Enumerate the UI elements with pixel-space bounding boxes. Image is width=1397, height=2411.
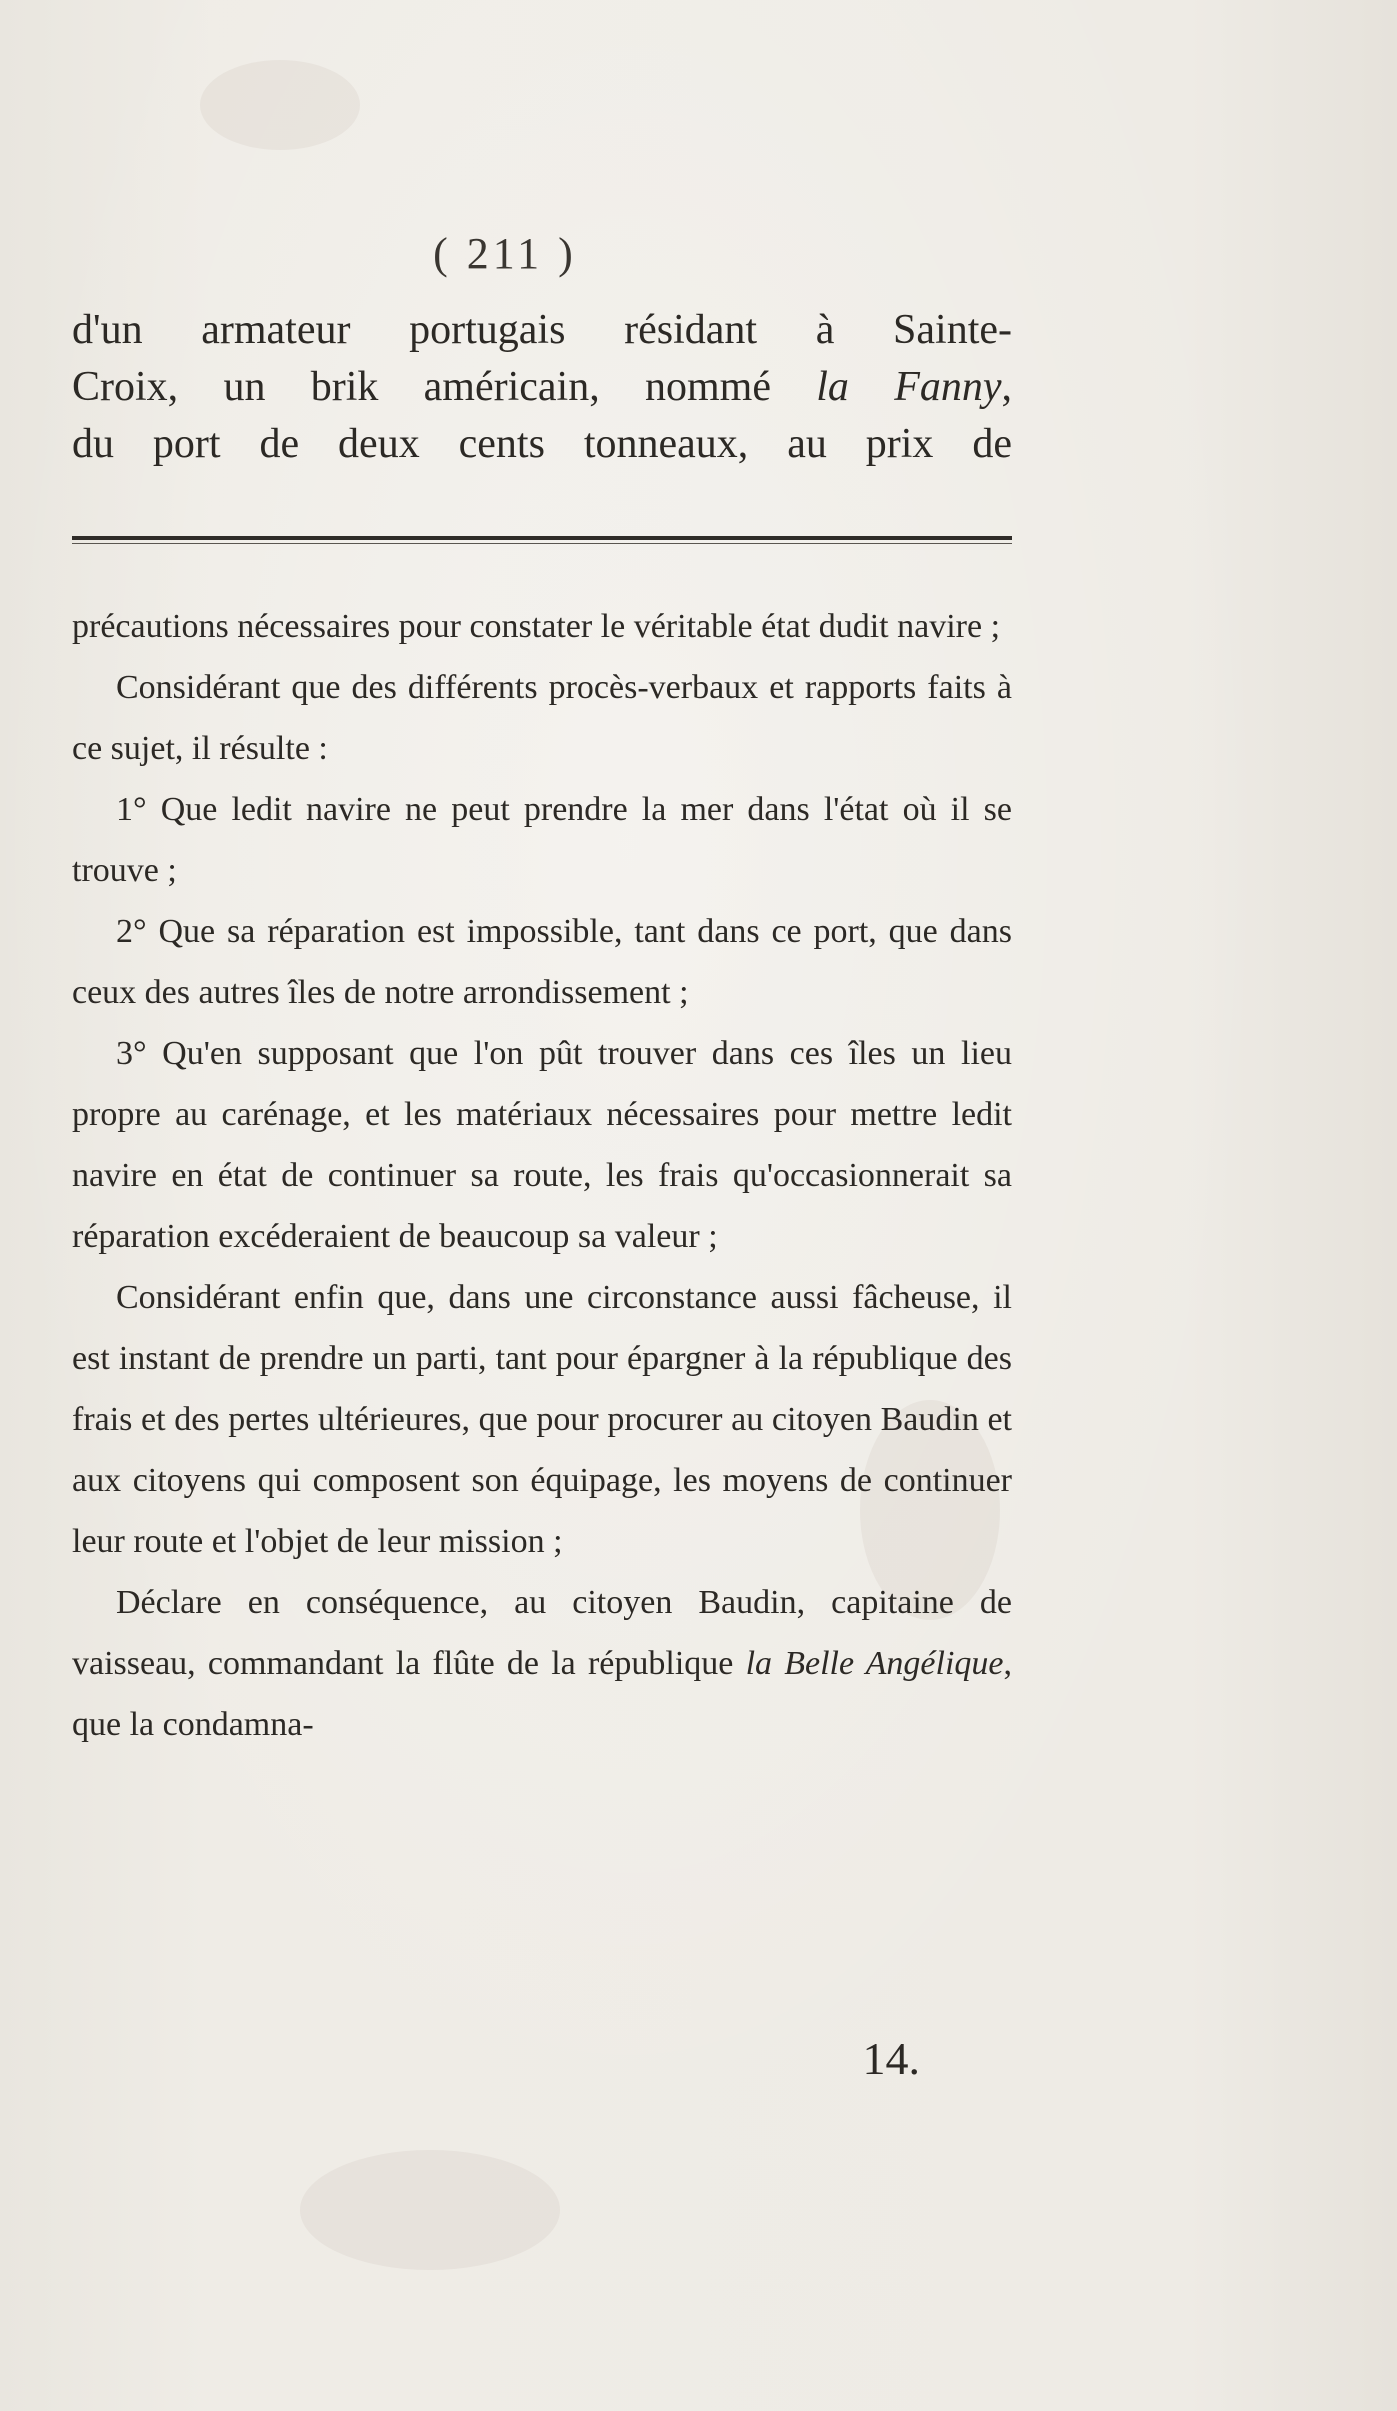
paragraph: Considérant que des différents procès-verbaux et rapports faits à ce sujet, il résulte : [72, 669, 1012, 767]
footnote-separator-rule [72, 536, 1012, 540]
lead-line: du port de deux cents tonneaux, au prix de [72, 421, 1012, 467]
lead-paragraph [72, 302, 1012, 473]
lead-line-text: , [1001, 364, 1012, 410]
paragraph: précautions nécessaires pour constater le véritable état dudit navire ; [72, 608, 1001, 645]
numbered-paragraph: 3° Qu'en supposant que l'on pût trouver dans ces îles un lieu propre au carénage, et les matériaux nécessaires pour mettre ledit navire en état de continuer sa route, les frais qu'occasionnerait sa réparation excéderaient de beaucoup sa valeur ; [72, 1035, 1012, 1255]
signature-mark: 14. [862, 2033, 920, 2084]
ship-name: la Fanny [816, 364, 1002, 410]
ship-name: la Belle Angélique [745, 1645, 1004, 1682]
paragraph [72, 1572, 1012, 1755]
page-number: ( 211 ) [433, 229, 577, 278]
numbered-paragraph: 1° Que ledit navire ne peut prendre la mer dans l'état où il se trouve ; [72, 791, 1012, 889]
lead-line-text: Croix, un brik américain, nommé [72, 364, 817, 410]
paragraph-text: , que la condamna- [72, 1645, 1012, 1743]
lead-line: d'un armateur portugais résidant à Sainte- [72, 307, 1012, 353]
numbered-paragraph: 2° Que sa réparation est impossible, tant dans ce port, que dans ceux des autres îles de notre arrondissement ; [72, 913, 1012, 1011]
footnote-body [72, 596, 1012, 1755]
paragraph-text: Déclare en conséquence, au citoyen Baudin, capitaine de vaisseau, commandant la flûte de la république [72, 1584, 1012, 1682]
paper-stain [300, 2150, 560, 2270]
paragraph: Considérant enfin que, dans une circonstance aussi fâcheuse, il est instant de prendre un parti, tant pour épargner à la république des frais et des pertes ultérieures, que pour procurer au citoyen Baudin et aux citoyens qui composent son équipage, les moyens de continuer leur route et l'objet de leur mission ; [72, 1279, 1012, 1560]
paper-stain [200, 60, 360, 150]
lead-line [72, 359, 1012, 416]
